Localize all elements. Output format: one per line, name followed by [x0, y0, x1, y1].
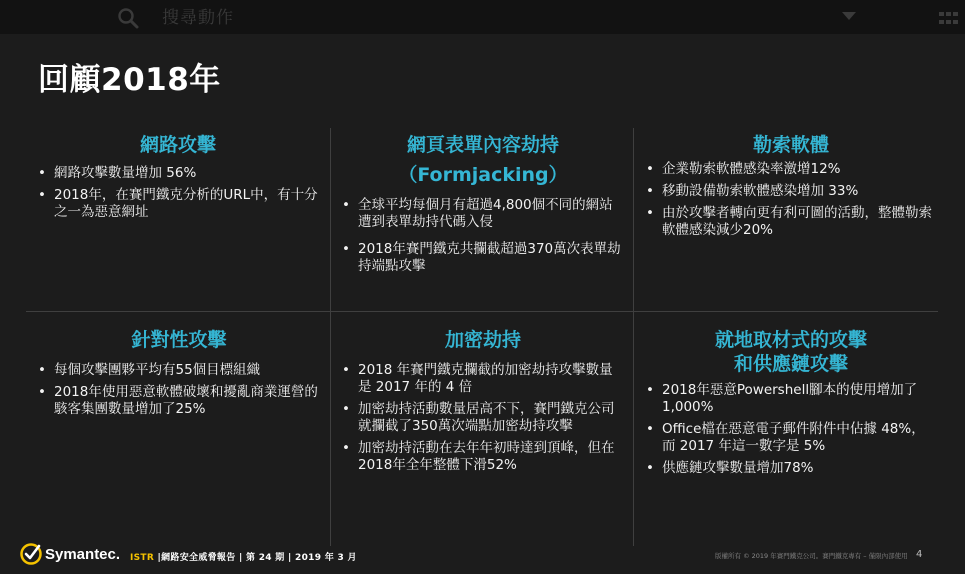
panel-living-off-the-land [646, 328, 936, 482]
search-icon[interactable] [116, 6, 140, 30]
list-item: • 2018年惡意Powershell腳本的使用增加了1,000% [646, 382, 936, 416]
brand-name: Symantec. [45, 545, 121, 563]
bullet-list [342, 362, 624, 474]
panel-subheading: 和供應鏈攻擊 [733, 353, 848, 375]
bullet-list [38, 165, 318, 221]
symantec-logo [20, 543, 120, 565]
panel-heading: 針對性攻擊 [131, 329, 227, 351]
panel-heading: 就地取材式的攻擊 [714, 329, 867, 351]
list-item: • 2018年賽門鐵克共攔截超過370萬次表單劫持端點攻擊 [342, 241, 624, 275]
divider [633, 128, 634, 546]
bullet-list [646, 161, 936, 239]
panel-cryptojacking [342, 328, 624, 479]
list-item: • Office檔在惡意電子郵件附件中佔據 48%，而 2017 年這一數字是 5% [646, 421, 936, 455]
page-number: 4 [916, 549, 923, 560]
copyright-text: 版權所有 © 2019 年賽門鐵克公司。賽門鐵克專有 – 僅限內部使用 [715, 552, 908, 560]
list-item: • 由於攻擊者轉向更有利可圖的活動，整體勒索軟體感染減少20% [646, 205, 936, 239]
list-item: • 網路攻擊數量增加 56% [38, 165, 318, 182]
bullet-list [38, 362, 320, 418]
panel-heading: 網頁表單內容劫持 [406, 134, 559, 156]
istr-label: ISTR [130, 553, 155, 563]
report-meta: |網路安全威脅報告 | 第 24 期 | 2019 年 3 月 [157, 553, 357, 563]
panel-ransomware [646, 133, 936, 244]
checkmark-logo-icon [20, 543, 42, 565]
list-item: • 2018年，在賽門鐵克分析的URL中，有十分之一為惡意網址 [38, 187, 318, 221]
top-search-bar [0, 0, 965, 34]
list-item: • 移動設備勒索軟體感染增加 33% [646, 183, 936, 200]
bullet-list [646, 382, 936, 477]
panel-heading: 加密劫持 [444, 329, 521, 351]
grid-menu-icon[interactable] [939, 12, 959, 26]
list-item: • 企業勒索軟體感染率激增12% [646, 161, 936, 178]
panel-cyber-attacks [38, 133, 318, 226]
divider [330, 128, 331, 546]
report-info [130, 550, 357, 563]
chevron-down-icon[interactable] [842, 12, 856, 20]
panel-heading: 網路攻擊 [139, 134, 216, 156]
page-title: 回顧2018年 [38, 62, 221, 98]
panel-targeted-attacks [38, 328, 320, 423]
divider [26, 311, 938, 312]
list-item: • 每個攻擊團夥平均有55個目標組織 [38, 362, 320, 379]
list-item: • 2018年使用惡意軟體破壞和擾亂商業運營的駭客集團數量增加了25% [38, 384, 320, 418]
list-item: • 2018 年賽門鐵克攔截的加密劫持攻擊數量是 2017 年的 4 倍 [342, 362, 624, 396]
panel-subheading: （Formjacking） [398, 164, 568, 186]
list-item: • 供應鏈攻擊數量增加78% [646, 460, 936, 477]
list-item: • 加密劫持活動在去年年初時達到頂峰，但在2018年全年整體下滑52% [342, 440, 624, 474]
panel-heading: 勒索軟體 [752, 134, 829, 156]
search-input[interactable]: 搜尋動作 [162, 8, 234, 28]
list-item: • 全球平均每個月有超過4,800個不同的網站遭到表單劫持代碼入侵 [342, 197, 624, 231]
panel-formjacking [342, 133, 624, 280]
bullet-list [342, 197, 624, 275]
list-item: • 加密劫持活動數量居高不下，賽門鐵克公司就攔截了350萬次端點加密劫持攻擊 [342, 401, 624, 435]
